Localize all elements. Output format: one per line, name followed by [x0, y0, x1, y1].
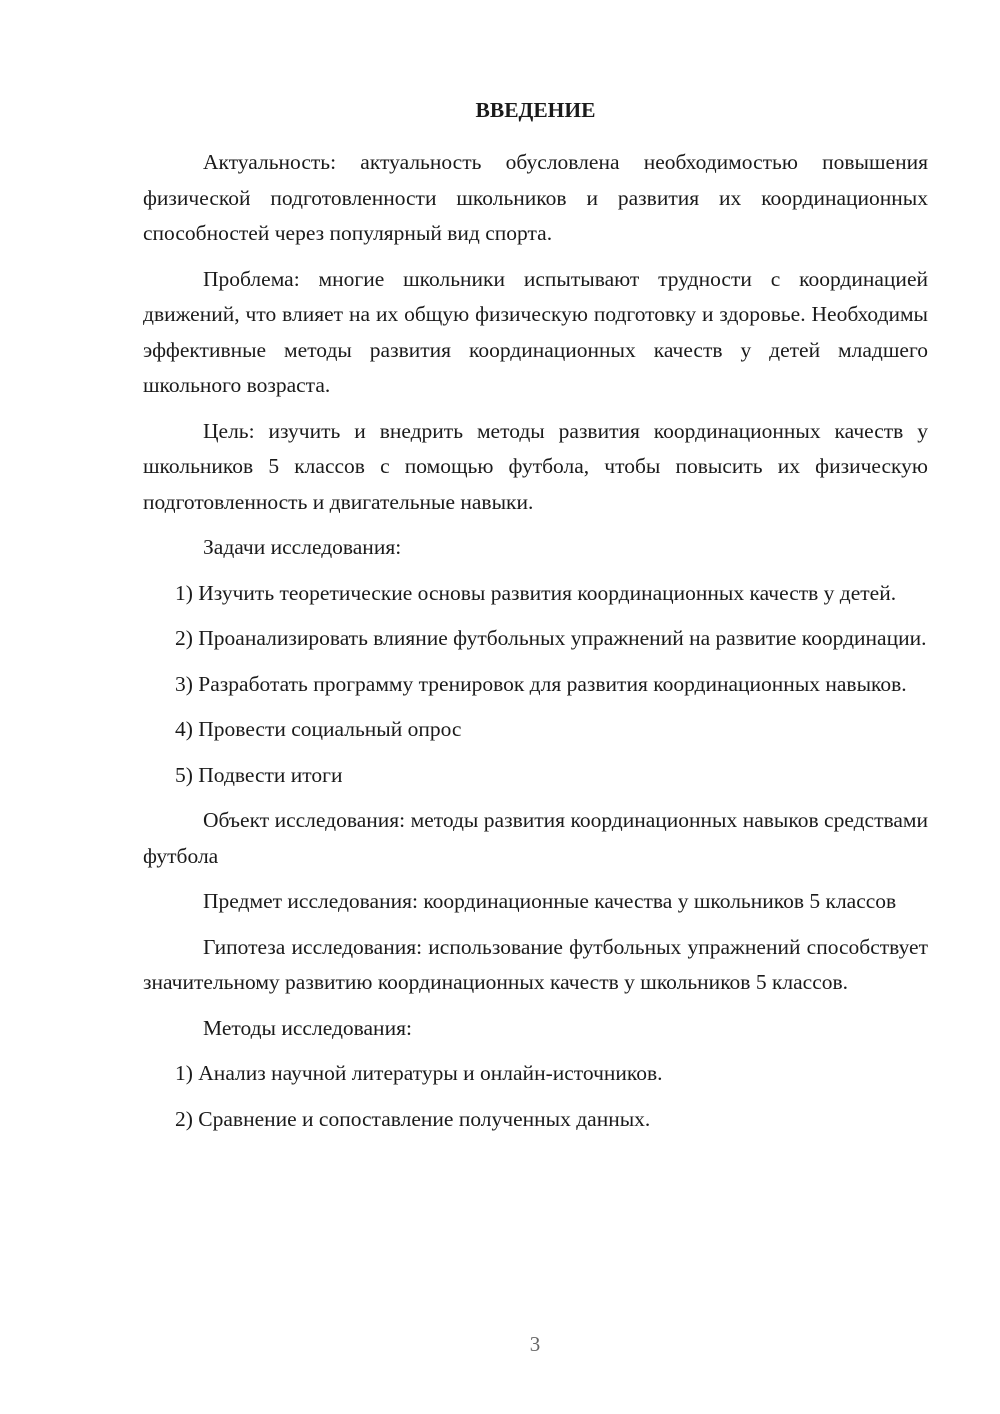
list-item-task-5: 5) Подвести итоги: [175, 762, 343, 787]
paragraph-methods-heading: Методы исследования:: [203, 1015, 412, 1040]
page-number: 3: [529, 1332, 541, 1356]
paragraph-goal: Цель: изучить и внедрить методы развития координационных качеств у школьников 5 классов с помощью футбола, чтобы повысить их физическую подготовленность и двигательные навыки.: [143, 418, 928, 514]
list-item-method-1: 1) Анализ научной литературы и онлайн-источников.: [175, 1061, 663, 1085]
paragraph-tasks-heading: Задачи исследования:: [203, 535, 402, 559]
paragraph-subject: Предмет исследования: координационные качества у школьников 5 классов: [203, 889, 897, 913]
list-item-task-3: 3) Разработать программу тренировок для развития координационных навыков.: [175, 671, 907, 696]
list-item-method-2: 2) Сравнение и сопоставление полученных данных.: [175, 1106, 651, 1131]
list-item-task-1: 1) Изучить теоретические основы развития координационных качеств у детей.: [175, 580, 897, 605]
list-item-task-4: 4) Провести социальный опрос: [175, 717, 462, 741]
paragraph-object: Объект исследования: методы развития координационных навыков средствами футбола: [143, 808, 928, 868]
paragraph-problem: Проблема: многие школьники испытывают трудности с координацией движений, что влияет на их общую физическую подготовку и здоровье. Необходимы эффективные методы развития координационных качеств у детей младшего школьного возраста.: [143, 266, 928, 397]
paragraph-hypothesis: Гипотеза исследования: использование футбольных упражнений способствует значительному развитию координационных качеств у школьников 5 классов.: [143, 934, 928, 994]
paragraph-relevance: Актуальность: актуальность обусловлена необходимостью повышения физической подготовленности школьников и развития их координационных способностей через популярный вид спорта.: [143, 150, 928, 245]
section-title: ВВЕДЕНИЕ: [475, 98, 596, 122]
document-page: [143, 92, 928, 1147]
list-item-task-2: 2) Проанализировать влияние футбольных упражнений на развитие координации.: [175, 626, 927, 650]
